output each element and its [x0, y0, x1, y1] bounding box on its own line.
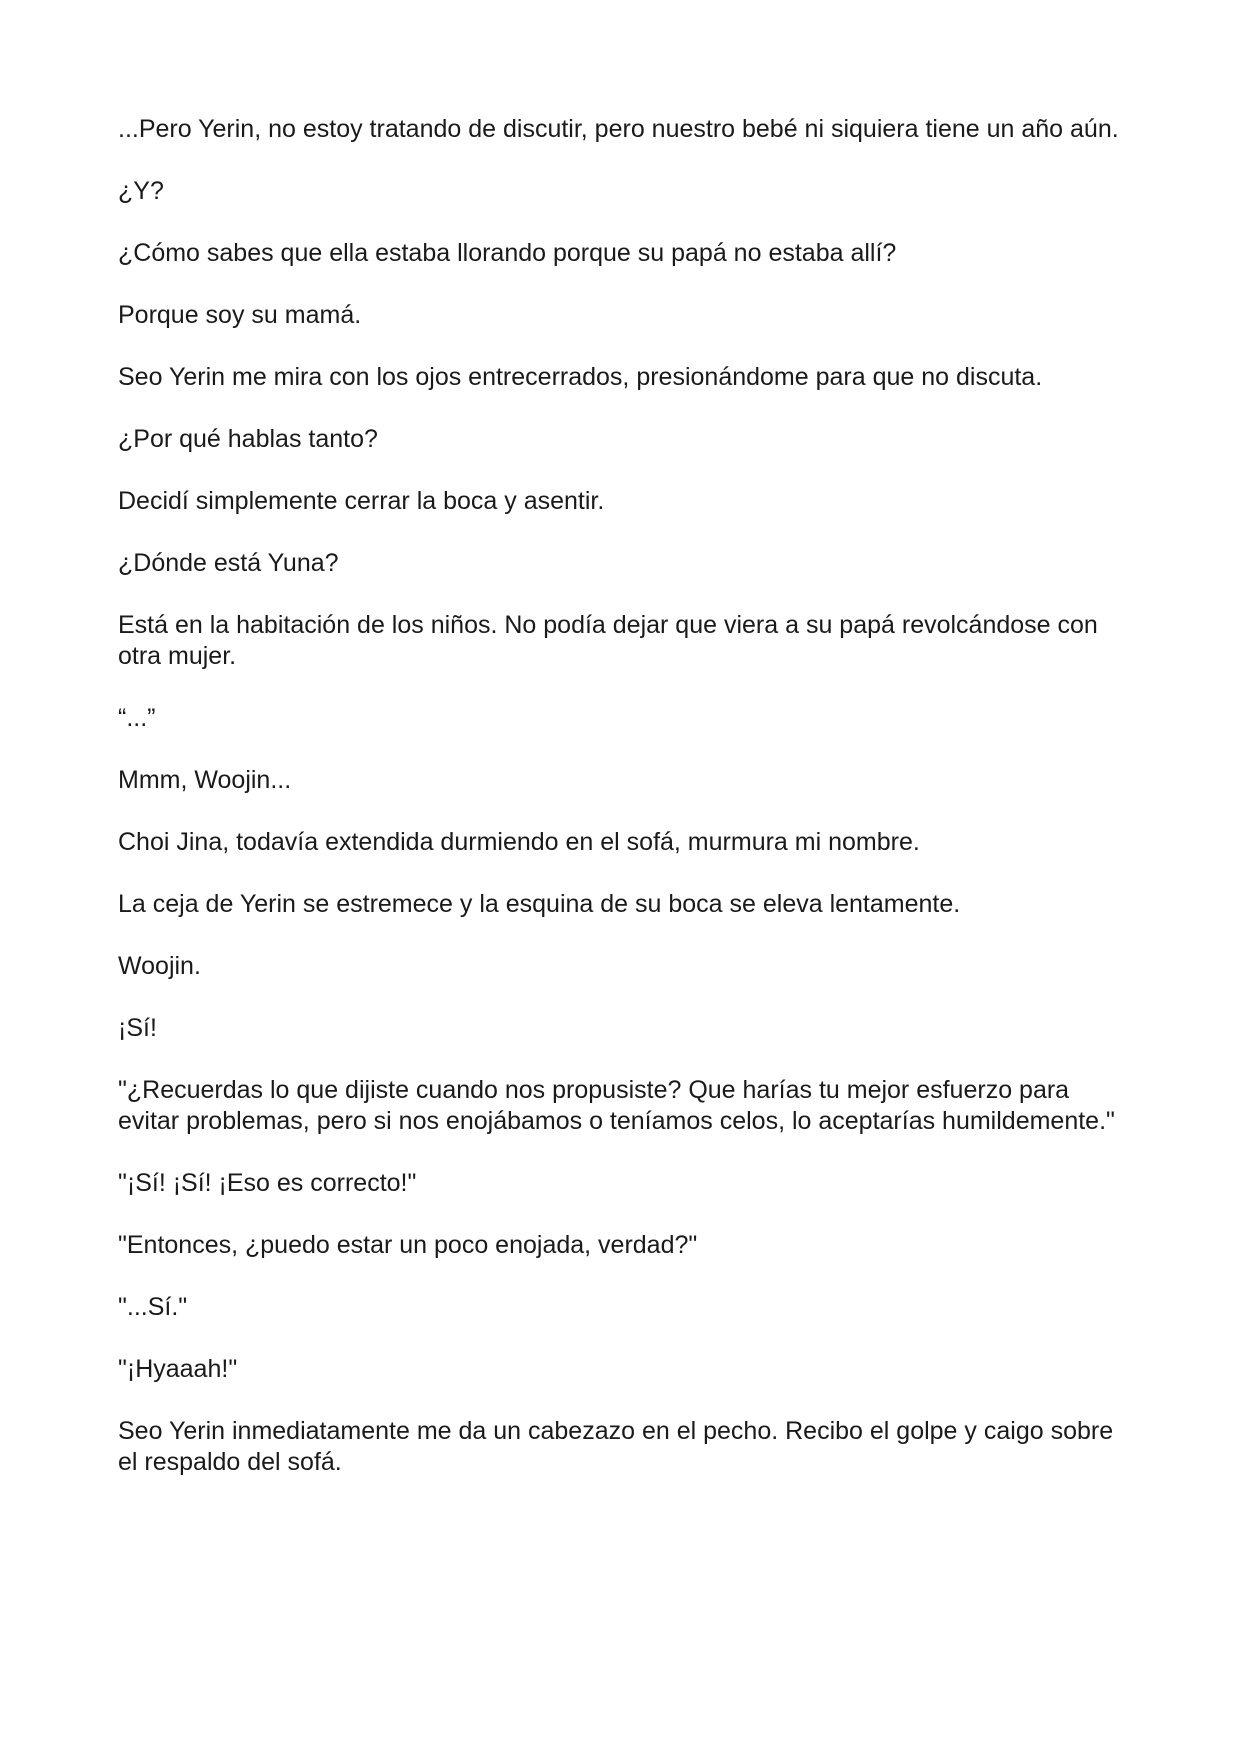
paragraph-17: "¡Sí! ¡Sí! ¡Eso es correcto!": [118, 1169, 417, 1197]
paragraph-11: Mmm, Woojin...: [118, 766, 292, 794]
paragraph-4: Porque soy su mamá.: [118, 301, 362, 329]
paragraph-13: La ceja de Yerin se estremece y la esquina de su boca se eleva lentamente.: [118, 890, 961, 918]
paragraph-10: “...”: [118, 704, 156, 732]
paragraph-16: "¿Recuerdas lo que dijiste cuando nos propusiste? Que harías tu mejor esfuerzo para evitar problemas, pero si nos enojábamos o teníamos celos, lo aceptarías humildemente.": [118, 1076, 1115, 1135]
paragraph-21: Seo Yerin inmediatamente me da un cabezazo en el pecho. Recibo el golpe y caigo sobre el respaldo del sofá.: [118, 1417, 1114, 1476]
paragraph-19: "...Sí.": [118, 1293, 188, 1321]
document-page: [118, 114, 1128, 1509]
paragraph-7: Decidí simplemente cerrar la boca y asentir.: [118, 487, 605, 515]
paragraph-15: ¡Sí!: [118, 1014, 157, 1042]
paragraph-8: ¿Dónde está Yuna?: [118, 549, 339, 577]
paragraph-20: "¡Hyaaah!": [118, 1355, 238, 1383]
paragraph-14: Woojin.: [118, 952, 201, 980]
paragraph-6: ¿Por qué hablas tanto?: [118, 425, 378, 453]
paragraph-12: Choi Jina, todavía extendida durmiendo en el sofá, murmura mi nombre.: [118, 828, 920, 856]
paragraph-18: "Entonces, ¿puedo estar un poco enojada, verdad?": [118, 1231, 698, 1259]
paragraph-9: Está en la habitación de los niños. No podía dejar que viera a su papá revolcándose con otra mujer.: [118, 611, 1098, 670]
paragraph-2: ¿Y?: [118, 177, 164, 205]
paragraph-5: Seo Yerin me mira con los ojos entrecerrados, presionándome para que no discuta.: [118, 363, 1043, 391]
paragraph-3: ¿Cómo sabes que ella estaba llorando porque su papá no estaba allí?: [118, 239, 897, 267]
paragraph-1: ...Pero Yerin, no estoy tratando de discutir, pero nuestro bebé ni siquiera tiene un año aún.: [118, 115, 1119, 143]
